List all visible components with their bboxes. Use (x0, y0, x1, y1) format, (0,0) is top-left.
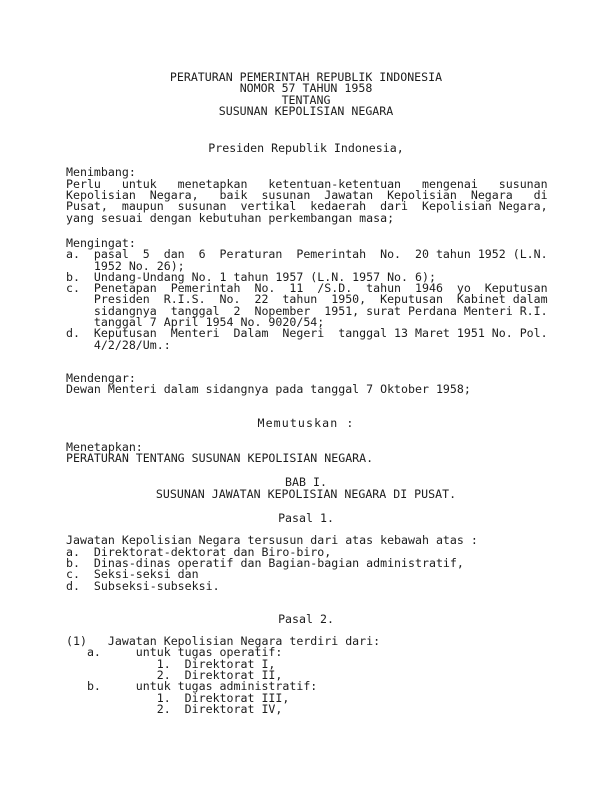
section-bab-1 (66, 477, 546, 500)
text-line: Dewan Menteri dalam sidangnya pada tanggal 7 Oktober 1958; (66, 382, 471, 397)
text-line: Pasal 2. (278, 611, 334, 626)
text-line: PERATURAN PEMERINTAH REPUBLIK INDONESIA (169, 70, 443, 84)
section-memutuskan (66, 415, 546, 430)
text-line: Presiden R.I.S. No. 22 tahun 1950, Keputusan Kabinet dalam (66, 292, 548, 307)
text-line: sidangnya tanggal 2 Nopember 1951, surat Perdana Menteri R.I. (66, 303, 548, 318)
text-line: b. Dinas-dinas operatif dan Bagian-bagian administratif, (66, 555, 464, 570)
text-line: Jawatan Kepolisian Negara tersusun dari atas kebawah atas : (66, 533, 478, 548)
text-line: b. Undang-Undang No. 1 tahun 1957 (L.N. 1957 No. 6); (66, 269, 436, 284)
text-line: c. Penetapan Pemerintah No. 11 /S.D. tahun 1946 yo Keputusan (66, 281, 548, 296)
text-line: Menetapkan: (66, 439, 143, 454)
text-line: d. Keputusan Menteri Dalam Negeri tanggal 13 Maret 1951 No. Pol. (66, 326, 548, 341)
text-line: SUSUNAN KEPOLISIAN NEGARA (218, 103, 394, 118)
section-mendengar (66, 370, 546, 397)
text-line: 2. Direktorat II, (66, 667, 283, 682)
section-title (66, 72, 546, 117)
text-line: SUSUNAN JAWATAN KEPOLISIAN NEGARA DI PUSAT. (155, 486, 457, 501)
document-content (66, 72, 546, 715)
section-pasal-2-heading (66, 611, 546, 626)
text-line: Pusat, maupun susunan vertikal kedaerah dari Kepolisian Negara, (66, 199, 548, 214)
text-line: 1952 No. 26); (66, 258, 185, 273)
text-line: d. Subseksi-subseksi. (66, 578, 220, 593)
text-line: 1. Direktorat I, (66, 656, 276, 671)
text-line: b. untuk tugas administratif: (66, 679, 318, 694)
text-line: a. Direktorat-dektorat dan Biro-biro, (66, 544, 332, 559)
text-line: Perlu untuk menetapkan ketentuan-ketentuan mengenai susunan (66, 176, 548, 191)
text-line: NOMOR 57 TAHUN 1958 (239, 81, 373, 96)
text-line: Presiden Republik Indonesia, (208, 141, 404, 156)
text-line: 2. Direktorat IV, (66, 701, 283, 716)
text-line: Menimbang: (66, 165, 136, 180)
text-line: TENTANG (281, 92, 331, 107)
text-line: Pasal 1. (278, 511, 334, 526)
text-line: a. pasal 5 dan 6 Peraturan Pemerintah No. 20 tahun 1952 (L.N. (66, 247, 548, 262)
section-pasal-1-heading (66, 513, 546, 524)
section-menetapkan (66, 439, 546, 466)
text-line: Mendengar: (66, 370, 136, 385)
text-line: tanggal 7 April 1954 No. 9020/54; (66, 315, 325, 330)
section-mengingat (66, 235, 548, 352)
text-line: Memutuskan : (257, 415, 355, 430)
text-line: Mengingat: (66, 235, 136, 250)
section-menimbang (66, 167, 546, 223)
section-pasal-2-body (66, 636, 546, 715)
text-line: Kepolisian Negara, baik susunan Jawatan Kepolisian Negara di (66, 188, 548, 203)
text-line: 1. Direktorat III, (66, 690, 290, 705)
text-line: 4/2/28/Um.: (66, 337, 171, 352)
text-line: PERATURAN TENTANG SUSUNAN KEPOLISIAN NEGARA. (66, 451, 374, 466)
text-line: a. untuk tugas operatif: (66, 645, 283, 660)
text-line: yang sesuai dengan kebutuhan perkembangan masa; (66, 210, 395, 225)
text-line: c. Seksi-seksi dan (66, 567, 199, 582)
text-line: (1) Jawatan Kepolisian Negara terdiri dari: (66, 634, 381, 649)
text-line: BAB I. (285, 475, 327, 490)
section-pasal-1-body (66, 535, 546, 591)
section-presiden (66, 143, 546, 154)
